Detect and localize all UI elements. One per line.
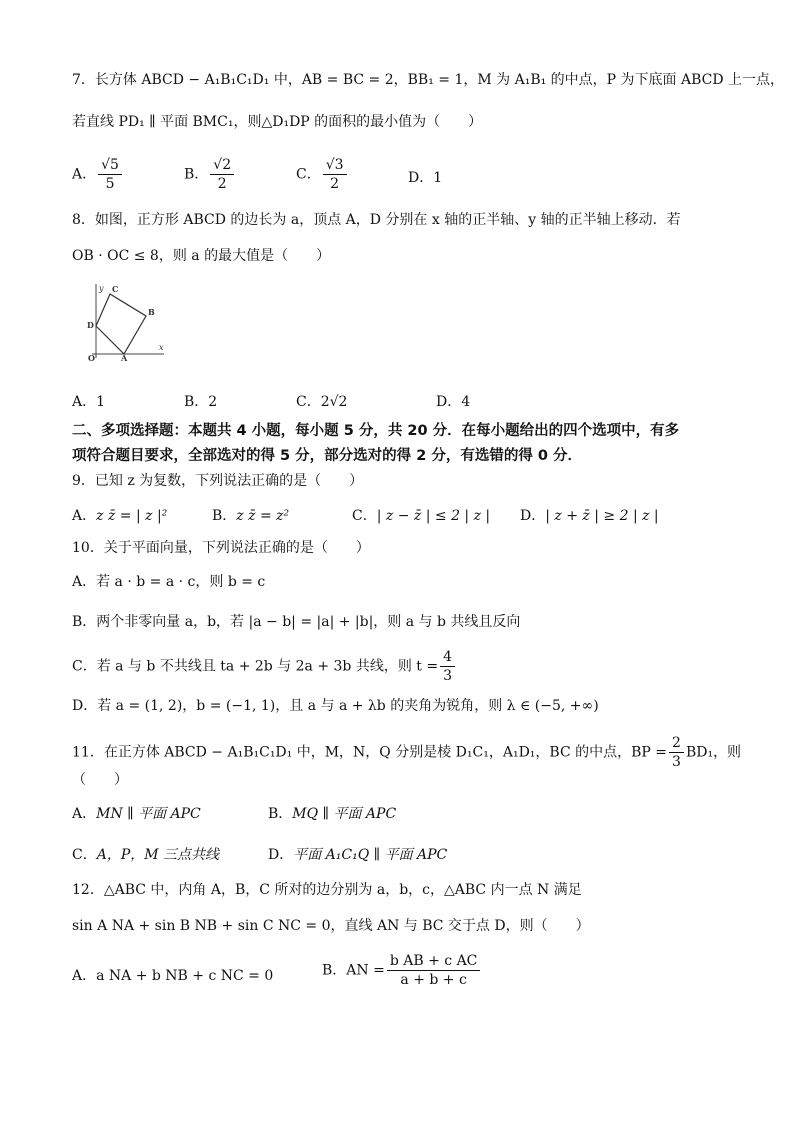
q12-option-b[interactable]	[322, 952, 482, 989]
square-on-axes-figure	[86, 282, 166, 362]
point-a-label: A	[121, 353, 128, 362]
option-label: A．	[72, 508, 97, 524]
option-text: MN ∥ 平面 APC	[96, 806, 201, 822]
q10-option-d[interactable]: D．若 a = (1, 2)，b = (−1, 1)，且 a 与 a + λb 的夹角为锐角，则 λ ∈ (−5, +∞)	[72, 698, 599, 714]
x-axis-label: x	[159, 343, 164, 352]
q11-stem-text: 11．在正方体 ABCD − A₁B₁C₁D₁ 中，M，N，Q 分别是棱 D₁C₁，A₁D₁，BC 的中点，BP =	[72, 744, 668, 761]
q7-option-a[interactable]	[72, 156, 124, 193]
fraction: $\frac{√5}{5}$	[98, 156, 122, 193]
option-text: 平面 A₁C₁Q ∥ 平面 APC	[293, 847, 448, 863]
origin-label: O	[88, 353, 95, 362]
option-text: z z̄ = | z |²	[96, 508, 168, 524]
q9-option-c[interactable]	[352, 506, 490, 526]
q9-option-a[interactable]	[72, 506, 167, 526]
q11-stem-tail: BD₁，则	[685, 744, 742, 761]
option-label: C．	[296, 394, 321, 410]
fraction: $\frac{√2}{2}$	[210, 156, 234, 193]
option-label: B．	[184, 394, 209, 410]
option-label: A．	[72, 806, 97, 822]
option-label: C．	[352, 508, 377, 524]
option-text: 2√2	[320, 394, 348, 410]
option-label: D．	[408, 170, 434, 186]
q11-option-c[interactable]	[72, 845, 219, 865]
square-abcd	[96, 294, 146, 354]
q11-option-d[interactable]	[268, 845, 447, 865]
q9-option-b[interactable]	[212, 506, 289, 526]
q10-stem: 10．关于平面向量，下列说法正确的是（ ）	[72, 540, 370, 556]
q8-option-a[interactable]	[72, 392, 105, 412]
option-label: D．	[520, 508, 546, 524]
option-text: | z − z̄ | ≤ 2 | z |	[376, 508, 491, 524]
q7-stem-line1: 7．长方体 ABCD − A₁B₁C₁D₁ 中，AB = BC = 2，BB₁ = 1，M 为 A₁B₁ 的中点，P 为下底面 ABCD 上一点，	[72, 72, 785, 88]
option-text: 2	[208, 394, 218, 410]
q9-option-d[interactable]	[520, 506, 659, 526]
fraction: $\frac{√3}{2}$	[323, 156, 347, 193]
q11-stem	[72, 734, 741, 771]
option-label: C．	[72, 847, 97, 863]
q10-option-c[interactable]	[72, 648, 457, 685]
q11-stem-paren: （ ）	[72, 772, 128, 788]
q7-option-c[interactable]	[296, 156, 349, 193]
q8-option-d[interactable]	[436, 392, 470, 412]
option-text: A，P，M 三点共线	[96, 847, 220, 863]
q12-stem-line2: sin A NA + sin B NB + sin C NC = 0，直线 AN 与 BC 交于点 D，则（ ）	[72, 918, 590, 934]
option-label: D．	[268, 847, 294, 863]
q8-stem-line1: 8．如图，正方形 ABCD 的边长为 a，顶点 A，D 分别在 x 轴的正半轴、y 轴的正半轴上移动．若	[72, 212, 681, 228]
option-label: A．	[72, 394, 97, 410]
point-d-label: D	[87, 320, 94, 330]
option-text: C．若 a 与 b 不共线且 ta + 2b 与 2a + 3b 共线，则 t =	[72, 658, 439, 675]
fraction: $\frac{4}{3}$	[440, 648, 455, 685]
option-text: B．AN =	[322, 962, 385, 979]
option-label: A．	[72, 166, 97, 183]
section2-heading-line1: 二、多项选择题：本题共 4 小题，每小题 5 分，共 20 分．在每小题给出的四个选项中，有多	[72, 423, 680, 439]
q12-option-a[interactable]: A．a NA + b NB + c NC = 0	[72, 968, 274, 984]
q10-option-a[interactable]: A．若 a · b = a · c，则 b = c	[72, 574, 266, 590]
option-label: B．	[212, 508, 237, 524]
q7-stem-line2: 若直线 PD₁ ∥ 平面 BMC₁，则△D₁DP 的面积的最小值为（ ）	[72, 114, 483, 130]
q8-stem-line2: OB · OC ≤ 8，则 a 的最大值是（ ）	[72, 248, 331, 264]
q9-stem: 9．已知 z 为复数，下列说法正确的是（ ）	[72, 473, 364, 489]
q7-option-b[interactable]	[184, 156, 236, 193]
option-text: z z̄ = z²	[236, 508, 290, 524]
option-text: 4	[461, 394, 471, 410]
fraction: $\frac{2}{3}$	[669, 734, 684, 771]
q11-option-a[interactable]	[72, 804, 201, 824]
q8-option-c[interactable]	[296, 392, 347, 412]
option-text: 1	[433, 170, 443, 186]
q10-option-b[interactable]: B．两个非零向量 a，b，若 |a − b| = |a| + |b|，则 a 与 b 共线且反向	[72, 614, 521, 630]
option-label: C．	[296, 166, 321, 183]
q11-option-b[interactable]	[268, 804, 396, 824]
option-label: B．	[268, 806, 293, 822]
section2-heading-line2: 项符合题目要求，全部选对的得 5 分，部分选对的得 2 分，有选错的得 0 分．	[72, 448, 583, 464]
fraction: $\frac{\text{b AB + c AC}}{a + b + c}$	[387, 952, 481, 989]
point-b-label: B	[148, 307, 155, 317]
option-label: D．	[436, 394, 462, 410]
option-text: | z + z̄ | ≥ 2 | z |	[545, 508, 659, 524]
option-label: B．	[184, 166, 209, 183]
option-text: 1	[96, 394, 106, 410]
point-c-label: C	[112, 284, 119, 294]
q8-option-b[interactable]	[184, 392, 217, 412]
q7-option-d[interactable]	[408, 168, 442, 188]
q12-stem-line1: 12．△ABC 中，内角 A，B，C 所对的边分别为 a，b，c，△ABC 内一点 N 满足	[72, 882, 582, 898]
option-text: MQ ∥ 平面 APC	[292, 806, 397, 822]
y-axis-label: y	[99, 284, 104, 293]
